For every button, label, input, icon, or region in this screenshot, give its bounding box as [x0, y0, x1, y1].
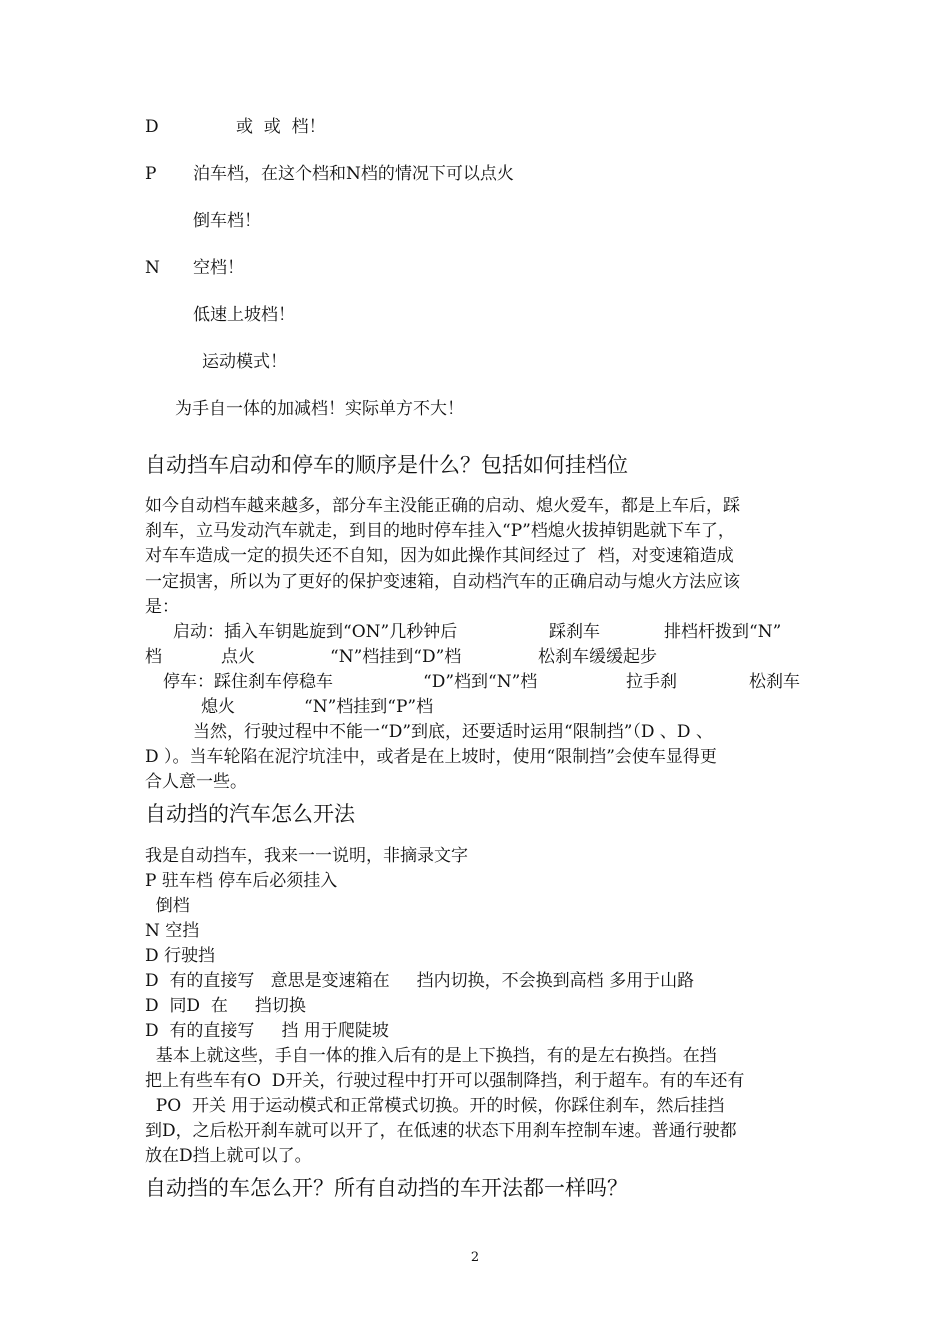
stop-step: 拉手刹	[626, 672, 677, 692]
paragraph-line: D 有的直接写 意思是变速箱在 挡内切换，不会换到高档 多用于山路	[145, 971, 695, 991]
paragraph-line: D 同D 在 挡切换	[145, 996, 306, 1016]
gear-code: N	[145, 258, 160, 278]
stop-step: “D”档到“N”档	[423, 672, 538, 692]
paragraph-line: 是：	[145, 597, 179, 617]
start-step: 启动：插入车钥匙旋到“ON”几秒钟后	[173, 622, 458, 642]
section-heading: 自动挡的汽车怎么开法	[145, 802, 355, 826]
page-number: 2	[470, 1250, 480, 1265]
gear-text: 运动模式！	[202, 352, 287, 372]
paragraph-line: 如今自动档车越来越多，部分车主没能正确的启动、熄火爱车，都是上车后，踩	[145, 496, 740, 516]
start-step: 踩刹车	[549, 622, 600, 642]
start-step: 档	[145, 647, 162, 667]
paragraph-line: 基本上就这些，手自一体的推入后有的是上下换挡，有的是左右换挡。在挡	[145, 1046, 717, 1066]
section-heading: 自动挡车启动和停车的顺序是什么？包括如何挂档位	[145, 453, 628, 477]
paragraph-line: D 有的直接写 挡 用于爬陡坡	[145, 1021, 389, 1041]
stop-step: 停车：踩住刹车停稳车	[163, 672, 333, 692]
paragraph-line: 对车车造成一定的损失还不自知，因为如此操作其间经过了 档，对变速箱造成	[145, 546, 734, 566]
paragraph-line: 刹车，立马发动汽车就走，到目的地时停车挂入“P”档熄火拔掉钥匙就下车了，	[145, 521, 735, 541]
gear-text: 空档！	[193, 258, 244, 278]
paragraph-line: 我是自动挡车，我来一一说明，非摘录文字	[145, 846, 468, 866]
gear-text: 倒车档！	[193, 211, 261, 231]
start-step: 排档杆拨到“N”	[664, 622, 782, 642]
paragraph-line: D ）。当车轮陷在泥泞坑洼中，或者是在上坡时，使用“限制挡”会使车显得更	[145, 747, 717, 767]
paragraph-line: 一定损害，所以为了更好的保护变速箱，自动档汽车的正确启动与熄火方法应该	[145, 572, 740, 592]
gear-text: 为手自一体的加减档！实际单方不大！	[175, 399, 464, 419]
start-step: 松刹车缓缓起步	[538, 647, 657, 667]
paragraph-line: 合人意一些。	[145, 772, 247, 792]
paragraph-line: 倒档	[145, 896, 190, 916]
paragraph-line: PO 开关 用于运动模式和正常模式切换。开的时候，你踩住刹车，然后挂挡	[145, 1096, 725, 1116]
gear-text: 泊车档，在这个档和N档的情况下可以点火	[193, 164, 514, 184]
paragraph-line: 到D，之后松开刹车就可以开了，在低速的状态下用刹车控制车速。普通行驶都	[145, 1121, 737, 1141]
section-heading: 自动挡的车怎么开？所有自动挡的车开法都一样吗？	[145, 1176, 628, 1200]
paragraph-line: P 驻车档 停车后必须挂入	[145, 871, 338, 891]
paragraph-line: D 行驶挡	[145, 946, 216, 966]
stop-step: “N”档挂到“P”档	[304, 697, 434, 717]
start-step: 点火	[221, 647, 255, 667]
start-step: “N”档挂到“D”档	[330, 647, 462, 667]
gear-code: P	[145, 164, 157, 184]
gear-text: 低速上坡档！	[193, 305, 295, 325]
stop-step: 松刹车	[749, 672, 800, 692]
paragraph-line: 当然，行驶过程中不能一“D”到底，还要适时运用“限制挡”（D 、D 、	[193, 722, 713, 742]
paragraph-line: 放在D挡上就可以了。	[145, 1146, 312, 1166]
gear-code: D	[145, 117, 159, 137]
gear-text: 或 或 档！	[236, 117, 326, 137]
paragraph-line: N 空挡	[145, 921, 200, 941]
stop-step: 熄火	[201, 697, 235, 717]
paragraph-line: 把上有些车有O D开关，行驶过程中打开可以强制降挡，利于超车。有的车还有	[145, 1071, 745, 1091]
